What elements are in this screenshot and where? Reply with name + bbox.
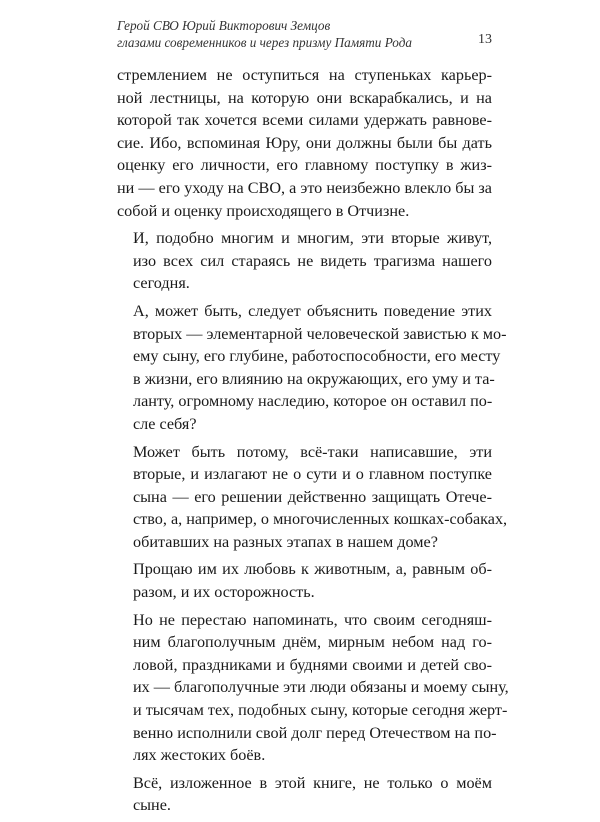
text-line: Всё, изложенное в этой книге, не только о моём <box>133 773 492 792</box>
text-line: изо всех сил стараясь не видеть трагизма нашего <box>133 251 492 270</box>
paragraph <box>117 772 492 817</box>
text-line: ство, а, например, о многочисленных кошках-собаках, <box>133 510 508 529</box>
paragraph <box>117 300 507 436</box>
text-line: которой так хочется всеми силами удержать равнове- <box>117 111 492 130</box>
text-line: ни — его уходу на СВО, а это неизбежно влекло бы за <box>117 178 492 197</box>
text-line: собой и оценку происходящего в Отчизне. <box>117 201 410 220</box>
text-line: Но не перестаю напоминать, что своим сегодняш- <box>133 610 492 629</box>
text-line: сие. Ибо, вспоминая Юру, они должны были бы дать <box>117 133 492 152</box>
text-line: и тысячам тех, подобных сыну, которые сегодня жерт- <box>133 701 508 720</box>
text-line: Прощаю им их любовь к животным, а, равным об- <box>133 560 492 579</box>
text-line: сына — его решении действенно защищать Отече- <box>133 487 492 506</box>
text-line: ланту, огромному наследию, которое он оставил по- <box>133 392 493 411</box>
text-line: И, подобно многим и многим, эти вторые живут, <box>133 229 492 248</box>
text-line: обитавших на разных этапах в нашем доме? <box>133 532 438 551</box>
running-head-line1: Герой СВО Юрий Викторович Земцов <box>117 18 331 33</box>
text-line: их — благополучные эти люди обязаны и моему сыну, <box>133 678 509 697</box>
running-head <box>117 17 417 51</box>
text-line: А, может быть, следует объяснить поведение этих <box>133 301 492 320</box>
paragraph <box>117 441 508 554</box>
text-line: сегодня. <box>133 274 190 293</box>
text-line: в жизни, его влиянию на окружающих, его уму и та- <box>133 369 495 388</box>
body-text <box>117 64 509 822</box>
text-line: разом, и их осторожность. <box>133 583 315 602</box>
running-head-line2: глазами современников и через призму Памяти Рода <box>117 35 412 50</box>
paragraph <box>117 558 492 603</box>
text-line: ему сыну, его глубине, работоспособности, его месту <box>133 347 501 366</box>
text-line: ловой, праздниками и буднями своими и детей сво- <box>133 655 492 674</box>
text-line: вторые, и излагают не о сути и о главном поступке <box>133 465 492 484</box>
text-line: оценку его личности, его главному поступку в жиз- <box>117 156 492 175</box>
text-line: стремлением не оступиться на ступеньках карьер- <box>117 66 492 84</box>
text-line: вторых — элементарной человеческой завистью к мо- <box>133 324 507 343</box>
paragraph <box>117 609 509 767</box>
text-line: венно исполнили свой долг перед Отечеством на по- <box>133 723 497 742</box>
page-number: 13 <box>478 32 492 47</box>
text-line: ним благополучным днём, мирным небом над го- <box>133 633 492 652</box>
text-line: лях жестоких боёв. <box>133 746 266 765</box>
text-line: сле себя? <box>133 414 197 433</box>
text-line: ной лестницы, на которую они вскарабкались, и на <box>117 88 492 107</box>
text-line: сыне. <box>133 796 171 815</box>
paragraph <box>117 64 492 222</box>
paragraph <box>117 227 492 295</box>
text-line: Может быть потому, всё-таки написавшие, эти <box>133 442 492 461</box>
